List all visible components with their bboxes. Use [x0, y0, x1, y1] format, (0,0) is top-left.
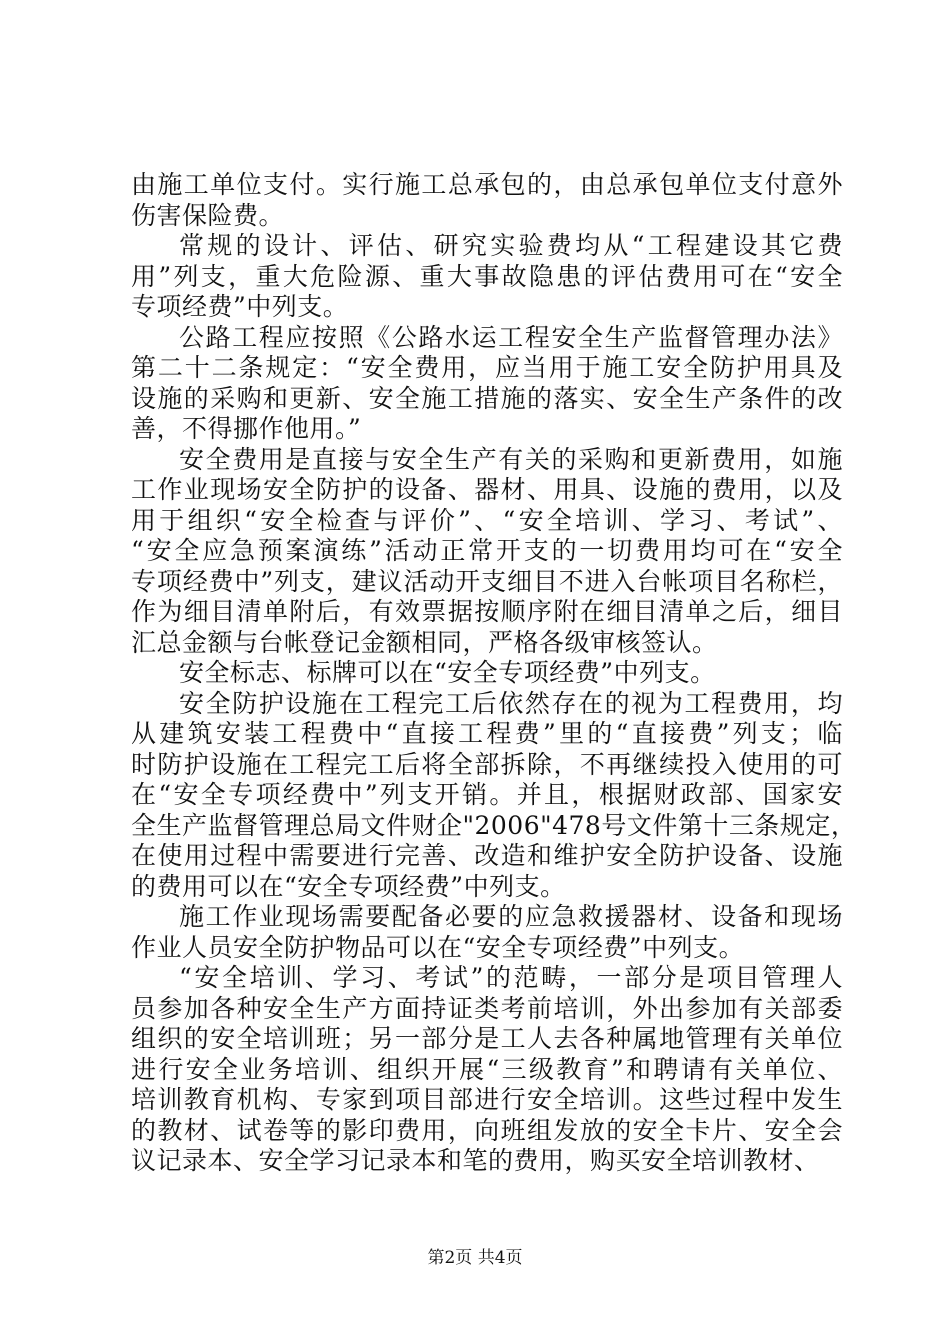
paragraph — [131, 323, 843, 445]
text-line: 在使用过程中需要进行完善、改造和维护安全防护设备、设施 — [131, 841, 843, 870]
text-line: 组织的安全培训班；另一部分是工人去各种属地管理有关单位 — [131, 1024, 843, 1053]
text-line: 施工作业现场需要配备必要的应急救援器材、设备和现场 — [179, 902, 843, 931]
text-line: 全生产监督管理总局文件财企"2006"478号文件第十三条规定， — [131, 810, 857, 840]
text-line: 工作业现场安全防护的设备、器材、用具、设施的费用，以及 — [131, 475, 843, 504]
text-line: 的教材、试卷等的影印费用，向班组发放的安全卡片、安全会 — [131, 1115, 843, 1145]
paragraph — [131, 902, 843, 963]
text-line: 伤害保险费。 — [131, 200, 285, 230]
paragraph — [131, 963, 843, 1177]
text-line: 用”列支，重大危险源、重大事故隐患的评估费用可在“安全 — [131, 261, 843, 291]
text-line: 善，不得挪作他用。” — [131, 414, 362, 443]
text-line: 的费用可以在“安全专项经费”中列支。 — [131, 871, 566, 901]
text-line: 作业人员安全防护物品可以在“安全专项经费”中列支。 — [131, 932, 745, 962]
document-body — [131, 170, 857, 1177]
paragraph — [131, 688, 857, 903]
text-line: 公路工程应按照《公路水运工程安全生产监督管理办法》 — [179, 322, 843, 352]
text-line: 常规的设计、评估、研究实验费均从“工程建设其它费 — [179, 231, 843, 260]
text-line: 时防护设施在工程完工后将全部拆除，不再继续投入使用的可 — [131, 749, 843, 779]
text-line: 专项经费中”列支，建议活动开支细目不进入台帐项目名称栏， — [131, 566, 843, 596]
text-line: 由施工单位支付。实行施工总承包的，由总承包单位支付意外 — [131, 170, 843, 199]
text-line: 议记录本、安全学习记录本和笔的费用，购买安全培训教材、 — [131, 1146, 820, 1175]
text-line: “安全培训、学习、考试”的范畴，一部分是项目管理人 — [179, 963, 843, 992]
page-footer: 第2页 共4页 — [427, 1248, 523, 1268]
text-line: 从建筑安装工程费中“直接工程费”里的“直接费”列支；临 — [131, 719, 843, 748]
paragraph — [131, 231, 843, 323]
paragraph — [131, 445, 843, 659]
text-line: 专项经费”中列支。 — [131, 292, 349, 321]
text-line: 进行安全业务培训、组织开展“三级教育”和聘请有关单位、 — [131, 1054, 843, 1084]
text-line: 安全防护设施在工程完工后依然存在的视为工程费用，均 — [179, 688, 843, 718]
text-line: 用于组织“安全检查与评价”、“安全培训、学习、考试”、 — [131, 505, 843, 535]
text-line: 作为细目清单附后，有效票据按顺序附在细目清单之后，细目 — [131, 597, 843, 626]
text-line: 在“安全专项经费中”列支开销。并且，根据财政部、国家安 — [131, 780, 843, 809]
text-line: 设施的采购和更新、安全施工措施的落实、安全生产条件的改 — [131, 383, 843, 413]
text-line: 第二十二条规定：“安全费用，应当用于施工安全防护用具及 — [131, 353, 843, 382]
paragraph — [131, 170, 843, 231]
text-line: 汇总金额与台帐登记金额相同，严格各级审核签认。 — [131, 627, 718, 657]
text-line: 培训教育机构、专家到项目部进行安全培训。这些过程中发生 — [131, 1085, 843, 1114]
text-line: 安全标志、标牌可以在“安全专项经费”中列支。 — [179, 658, 716, 687]
text-line: “安全应急预案演练”活动正常开支的一切费用均可在“安全 — [131, 536, 843, 565]
text-line: 安全费用是直接与安全生产有关的采购和更新费用，如施 — [179, 444, 843, 474]
paragraph — [131, 658, 843, 689]
text-line: 员参加各种安全生产方面持证类考前培训，外出参加有关部委 — [131, 993, 843, 1023]
